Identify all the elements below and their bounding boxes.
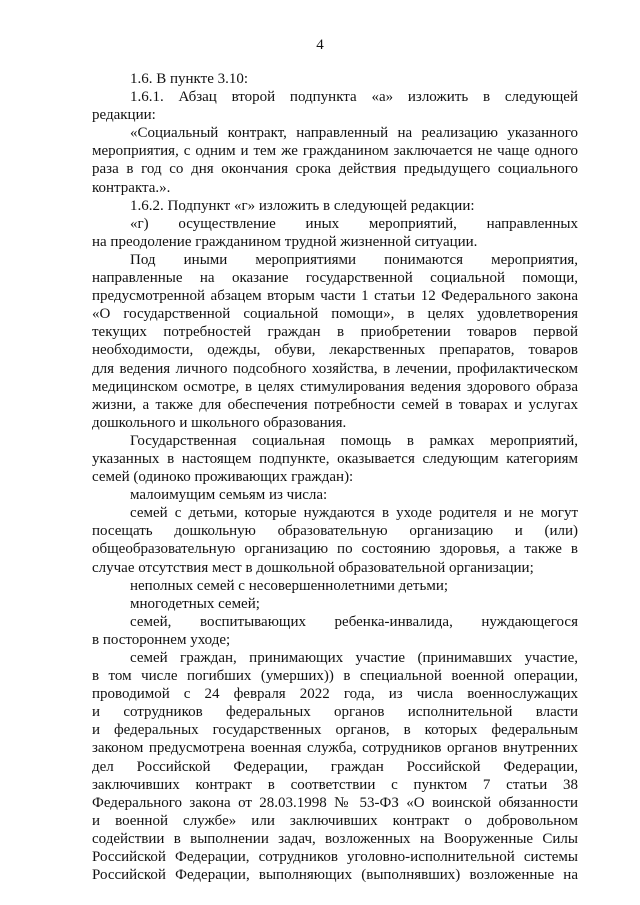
text-line: законом предусмотрена военная служба, сотрудников органов внутренних [92, 740, 578, 757]
text-line: семей граждан, принимающих участие (принимавших участие, [130, 650, 578, 666]
text-line: 1.6.2. Подпункт «г» изложить в следующей редакции: [130, 197, 475, 214]
text-line: редакции: [92, 107, 156, 124]
text-line: контракта.». [92, 179, 171, 196]
text-line: раза в год со дня окончания срока действия предыдущего социального [92, 161, 578, 178]
text-line: посещать дошкольную образовательную организацию и (или) [92, 523, 578, 540]
text-line: «О государственной социальной помощи», в целях удовлетворения [92, 306, 578, 323]
text-line: для ведения личного подсобного хозяйства, в лечении, профилактическом [92, 360, 578, 377]
text-line: жизни, а также для обеспечения потребности семей в товарах и услугах [92, 396, 578, 413]
text-line: заключивших контракт в соответствии с пунктом 7 статьи 38 [92, 776, 578, 793]
text-line: и федеральных государственных органов, в которых федеральным [92, 722, 578, 739]
text-line: Федерального закона от 28.03.1998 № 53-ФЗ «О воинской обязанности [92, 794, 578, 811]
text-line: и военной службе» или заключивших контракт о добровольном [92, 812, 578, 829]
text-line: Российской Федерации, сотрудников уголовно-исполнительной системы [92, 849, 578, 866]
text-line: Под иными мероприятиями понимаются мероприятия, [130, 251, 578, 268]
document-body [92, 70, 578, 884]
text-line: семей, воспитывающих ребенка-инвалида, нуждающегося [130, 613, 578, 630]
text-line: Государственная социальная помощь в рамках мероприятий, [130, 432, 578, 449]
text-line: дошкольного и школьного образования. [92, 414, 347, 431]
text-line: Российской Федерации, выполняющих (выполнявших) возложенные на [92, 867, 578, 884]
text-line: неполных семей с несовершеннолетними детьми; [130, 577, 449, 594]
text-line: в том числе погибших (умерших)) в специальной военной операции, [92, 668, 578, 685]
text-line: общеобразовательную организацию по состоянию здоровья, а также в [92, 541, 578, 558]
text-line: семей (одиноко проживающих граждан): [92, 469, 354, 486]
text-line: необходимости, одежды, обуви, лекарственных препаратов, товаров [92, 342, 578, 359]
text-line: малоимущим семьям из числа: [130, 487, 328, 504]
text-line: текущих потребностей граждан в приобретении товаров первой [92, 324, 578, 341]
text-line: 1.6.1. Абзац второй подпункта «а» изложить в следующей [130, 89, 578, 106]
text-line: случае отсутствия мест в дошкольной образовательной организации; [92, 559, 534, 576]
text-line: «Социальный контракт, направленный на реализацию указанного [130, 125, 578, 142]
text-line: проводимой с 24 февраля 2022 года, из числа военнослужащих [92, 686, 578, 703]
text-line: многодетных семей; [130, 595, 260, 612]
text-line: семей с детьми, которые нуждаются в уходе родителя и не могут [130, 505, 578, 522]
text-line: дел Российской Федерации, граждан Российской Федерации, [92, 758, 578, 775]
text-line: направленные на оказание государственной социальной помощи, [92, 270, 578, 287]
text-line: мероприятия, с одним и тем же гражданином заключается не чаще одного [92, 143, 578, 160]
text-line: и сотрудников федеральных органов исполнительной власти [92, 704, 578, 721]
text-line: содействии в выполнении задач, возложенных на Вооруженные Силы [92, 830, 578, 847]
text-line: «г) осуществление иных мероприятий, направленных [130, 215, 578, 232]
text-line: на преодоление гражданином трудной жизненной ситуации. [92, 233, 478, 250]
text-line: предусмотренной абзацем вторым части 1 статьи 12 Федерального закона [92, 288, 578, 305]
text-line: указанных в настоящем подпункте, оказывается следующим категориям [92, 450, 578, 467]
text-line: медицинском осмотре, в целях стимулирования ведения здорового образа [92, 378, 578, 395]
text-line: в постороннем уходе; [92, 631, 231, 648]
text-line: 1.6. В пункте 3.10: [130, 71, 249, 87]
page-number: 4 [316, 37, 324, 53]
